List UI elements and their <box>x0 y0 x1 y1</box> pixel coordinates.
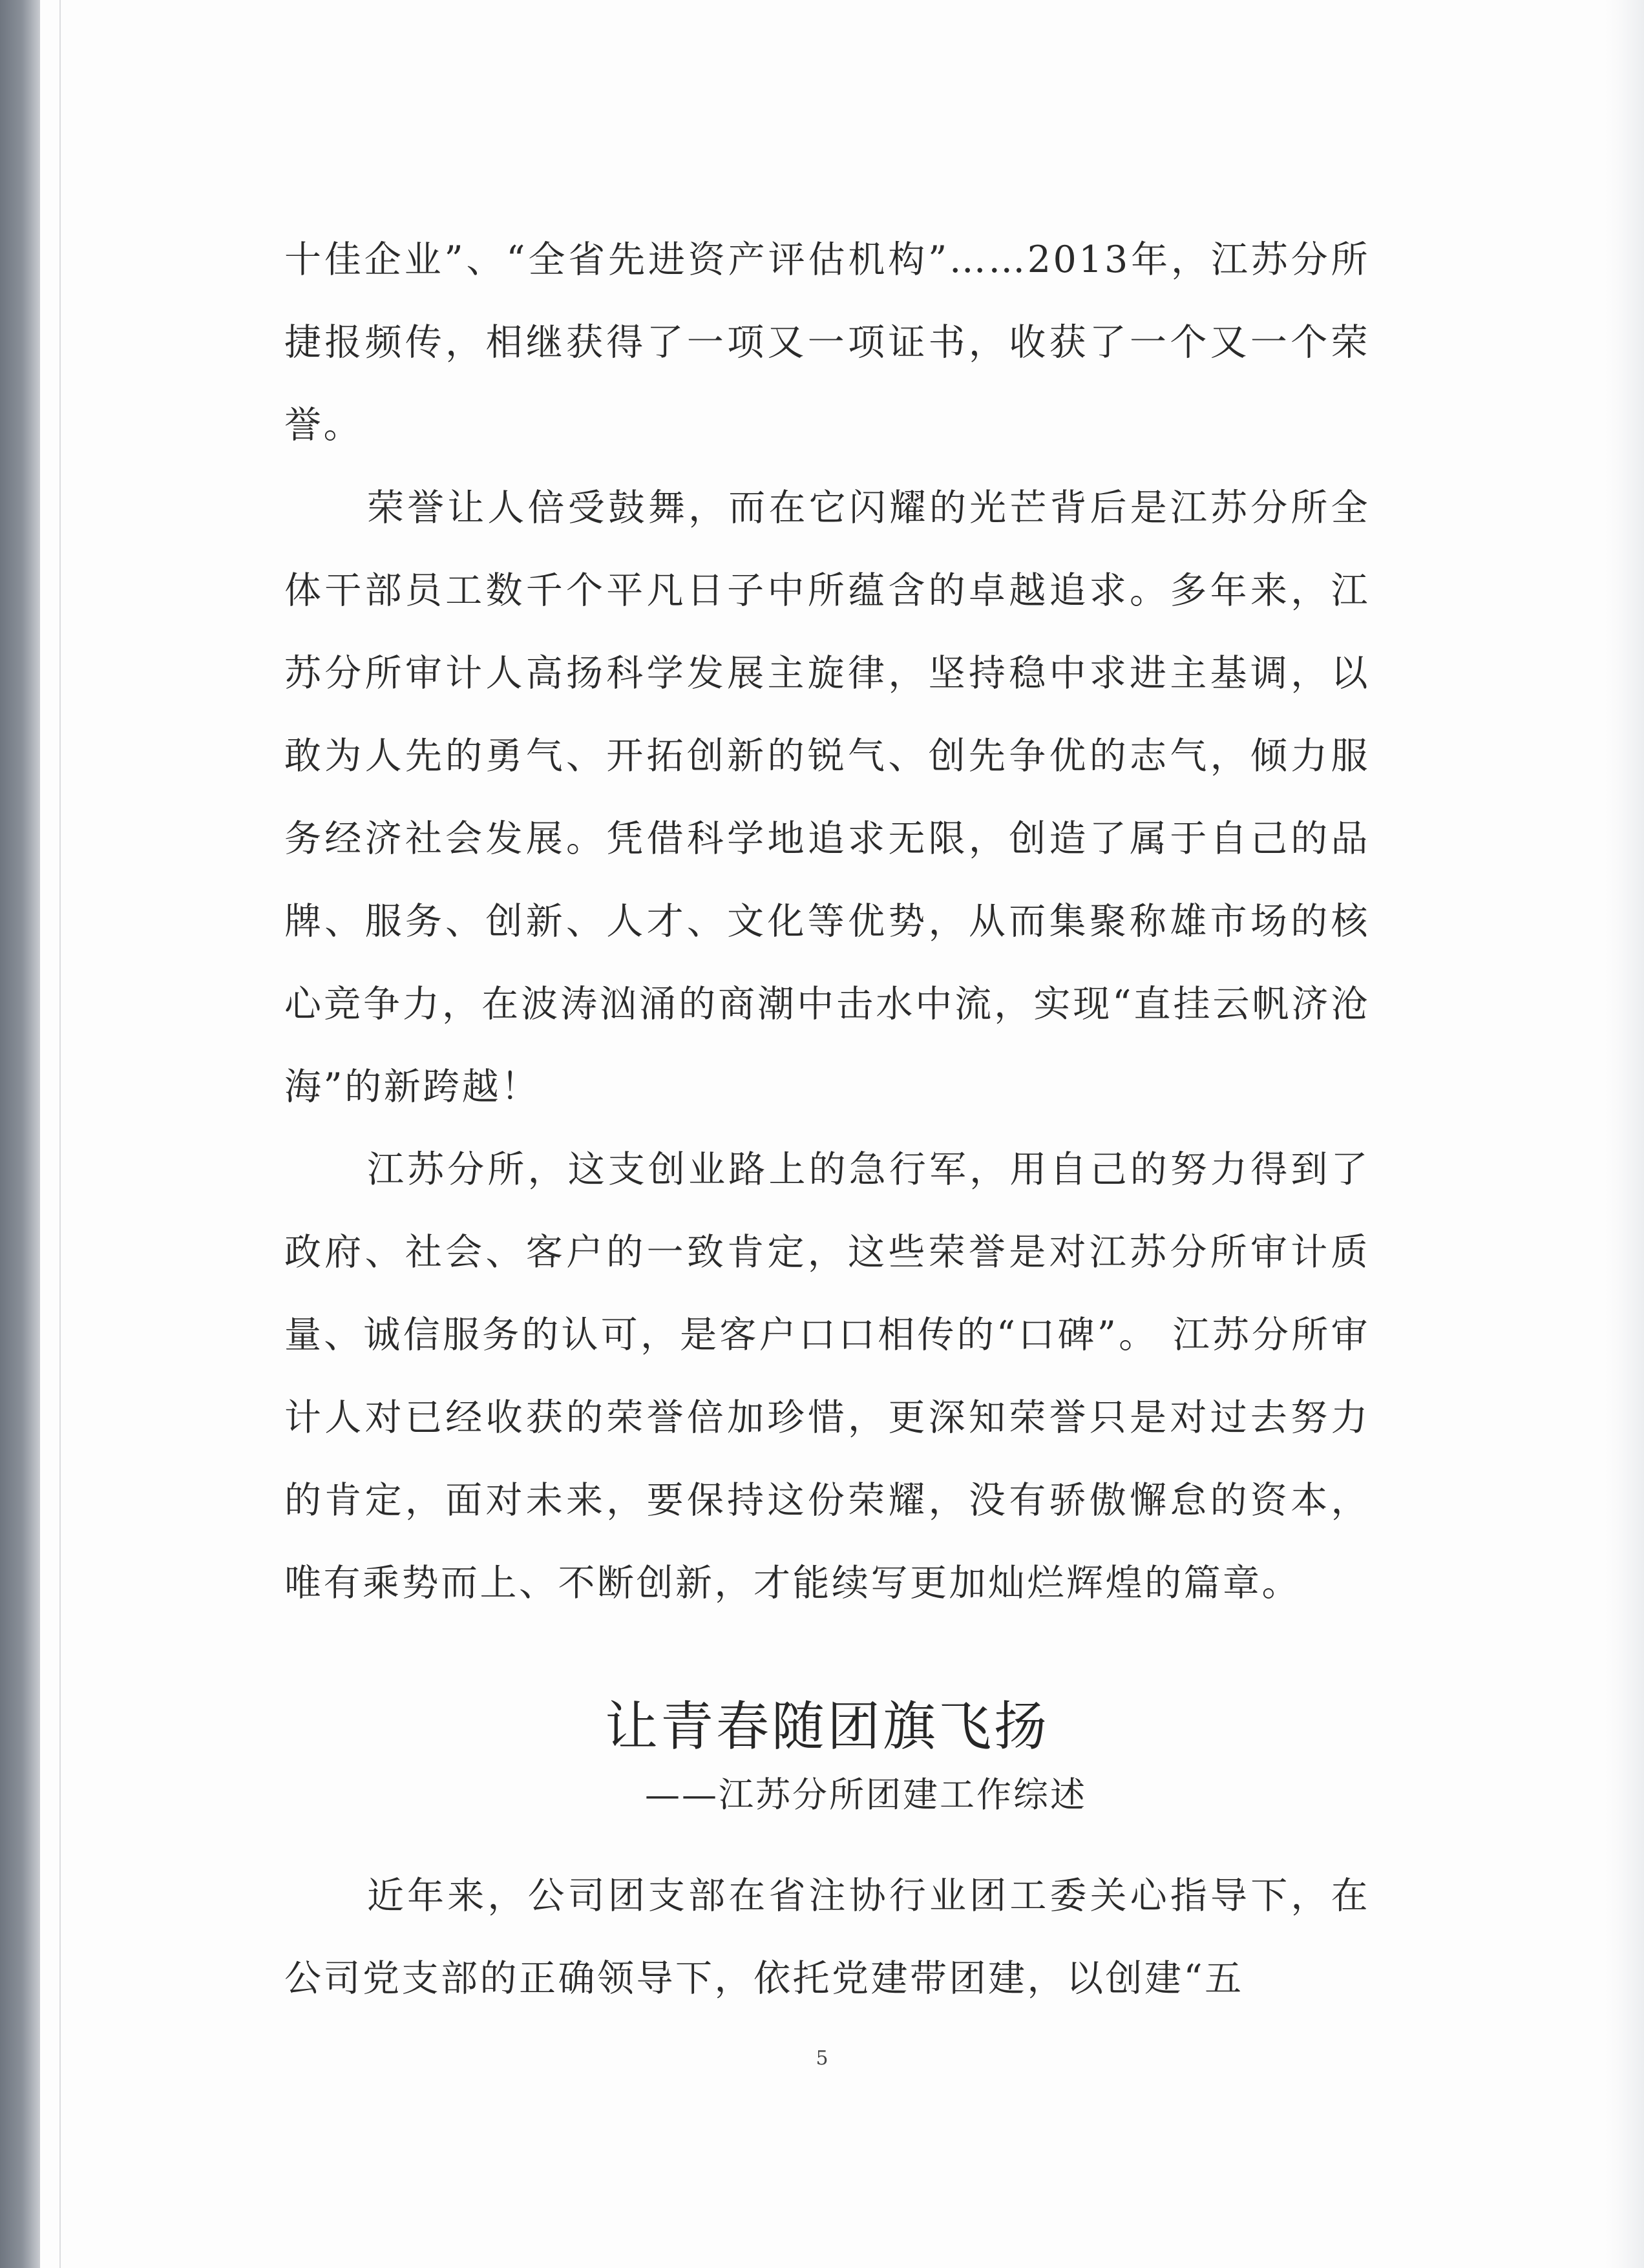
body-text-top <box>284 218 1370 1624</box>
scan-binding-edge <box>0 0 40 2268</box>
paragraph-1: 十佳企业”、“全省先进资产评估机构”……2013年，江苏分所捷报频传，相继获得了一项又一项证书，收获了一个又一个荣誉。 <box>284 238 1370 446</box>
article-subtitle: ——江苏分所团建工作综述 <box>645 1774 1087 1815</box>
scan-right-shadow <box>1605 0 1644 2268</box>
scan-edge-line <box>59 0 61 2268</box>
body-text-bottom <box>284 1854 1370 2020</box>
paragraph-2: 荣誉让人倍受鼓舞，而在它闪耀的光芒背后是江苏分所全体干部员工数千个平凡日子中所蕴含的卓越追求。多年来，江苏分所审计人高扬科学发展主旋律，坚持稳中求进主基调，以敢为人先的勇气、开拓创新的锐气、创先争优的志气，倾力服务经济社会发展。凭借科学地追求无限，创造了属于自己的品牌、服务、创新、人才、文化等优势，从而集聚称雄市场的核心竞争力，在波涛汹涌的商潮中击水中流，实现“直挂云帆济沧海”的新跨越！ <box>284 487 1370 1108</box>
paragraph-4: 近年来，公司团支部在省注协行业团工委关心指导下，在公司党支部的正确领导下，依托党建带团建，以创建“五 <box>284 1874 1370 2000</box>
page-number: 5 <box>816 2047 828 2070</box>
article-heading <box>284 1692 1370 1827</box>
article-title: 让青春随团旗飞扬 <box>604 1696 1049 1758</box>
paragraph-3: 江苏分所，这支创业路上的急行军，用自己的努力得到了政府、社会、客户的一致肯定，这些荣誉是对江苏分所审计质量、诚信服务的认可，是客户口口相传的“口碑”。 江苏分所审计人对已经收获的荣誉倍加珍惜，更深知荣誉只是对过去努力的肯定，面对未来，要保持这份荣耀，没有骄傲懈怠的资本，唯有乘势而上、不断创新，才能续写更加灿烂辉煌的篇章。 <box>284 1148 1370 1604</box>
